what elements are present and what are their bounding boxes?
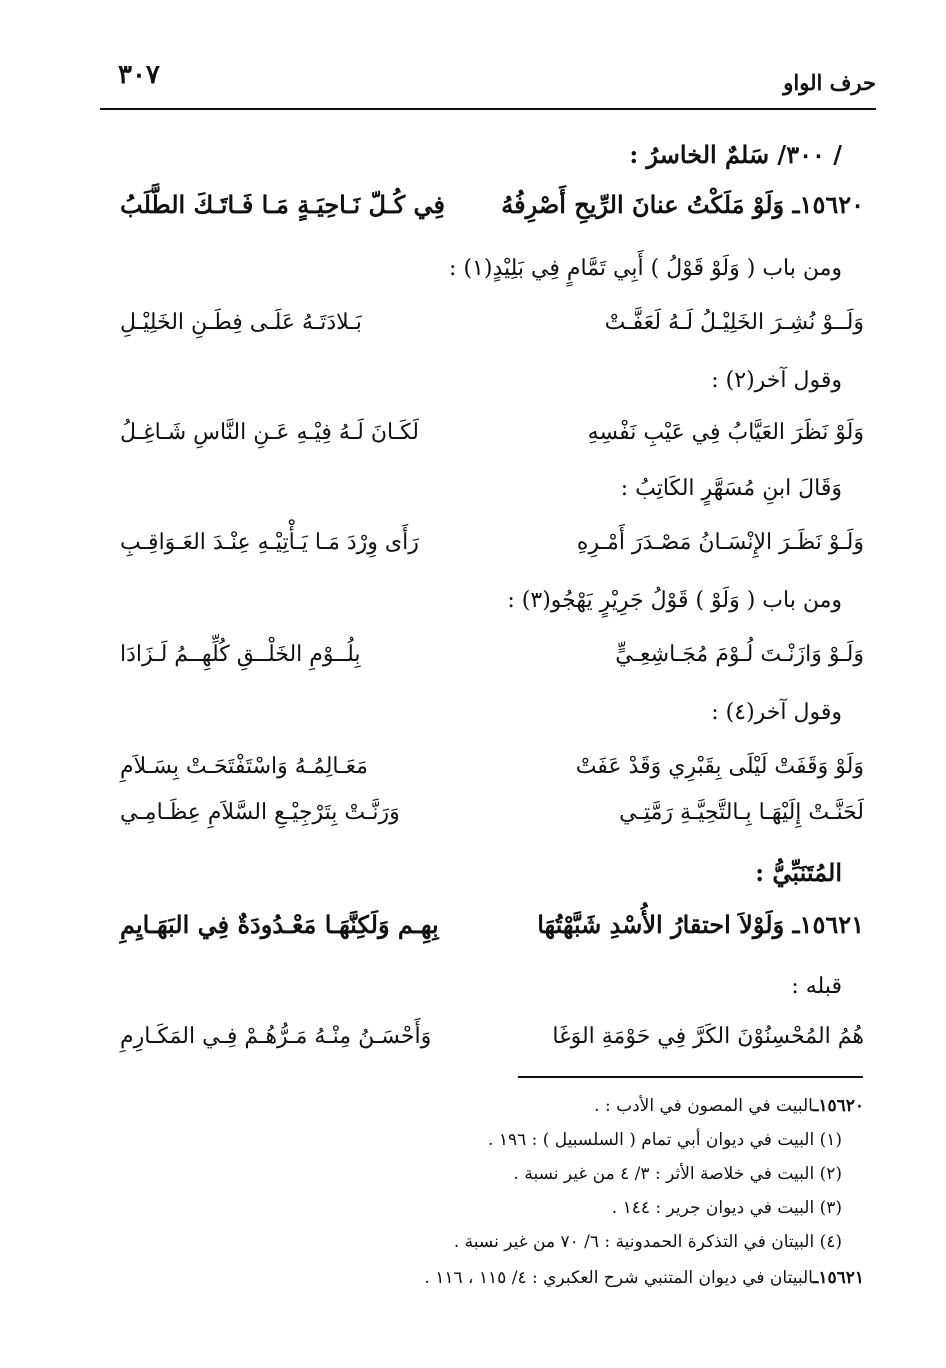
intro-line: وقول آخر(٤) :: [711, 700, 842, 725]
footnote-15621: ١٥٦٢١ـالبيتان في ديوان المتنبي شرح العكبري : ٤/ ١١٥ ، ١١٦ .: [424, 1268, 864, 1288]
intro-line: وَقَالَ ابنِ مُسَهَّرٍ الكَاتِبُ :: [620, 476, 842, 501]
footnote-15620: ١٥٦٢٠ـالبيت في المصون في الأدب : .: [594, 1096, 864, 1116]
page-number: ٣٠٧: [118, 60, 160, 90]
verse-hemistich-second: وَرَنَّـتْ بِتَرْجِيْـعِ السَّلاَمِ عِظَـامِـي: [120, 800, 400, 825]
entry-number: ١٥٦٢٠ـ: [792, 190, 864, 219]
verse-hemistich-second: لَكَـانَ لَـهُ فِيْـهِ عَـنِ النَّاسِ شَـاغِـلُ: [120, 420, 419, 445]
verse-hemistich-second: بِهِـم وَلَكِنَّهَـا مَعْـدُودَةٌ فِي البَهَـايِمِ: [120, 910, 439, 939]
footnote-rule: [518, 1076, 863, 1078]
verse-hemistich-first: لَحَنَّـتْ إِلَيْهَـا بِـالتَّحِيَّـةِ رَمَّتِـي: [619, 800, 864, 825]
verse-hemistich-first: هُمُ المُحْسِنُوْنَ الكَرَّ فِي حَوْمَةِ الوَغَا: [552, 1024, 864, 1049]
verse-hemistich-first: ١٥٦٢١ـ وَلَوْلاَ احتقارُ الأُسْدِ شَبَّهْتُهَا: [537, 910, 864, 939]
verse-hemistich-second: فِي كُـلّ نَـاحِيَـةٍ مَـا فَـاتَـكَ الطَّلَبُ: [120, 190, 446, 219]
footnote-2: (٢) البيت في خلاصة الأثر : ٣/ ٤ من غير نسبة .: [513, 1164, 842, 1184]
verse-hemistich-second: وَأَحْسَـنُ مِنْـهُ مَـرُّهُـمْ فِـي المَكَـارِمِ: [120, 1024, 432, 1049]
verse-hemistich-first: وَلَوْ وَقَفَتْ لَيْلَى بِقَبْرِي وَقَدْ عَفَتْ: [575, 754, 864, 779]
page-header: [100, 56, 876, 114]
entry-number: ١٥٦٢١ـ: [792, 910, 864, 939]
footnote-1: (١) البيت في ديوان أبي تمام ( السلسبيل ) : ١٩٦ .: [488, 1130, 842, 1150]
intro-line: قبله :: [791, 974, 842, 999]
footnote-3: (٣) البيت في ديوان جرير : ١٤٤ .: [611, 1198, 842, 1218]
header-rule: [100, 108, 876, 110]
intro-line: ومن باب ( وَلَوْ قَوْلُ ) أَبِي تَمَّامٍ فِي بَلِيْدٍ(١) :: [449, 256, 842, 281]
verse-hemistich-first: وَلَـوْ نَظَـرَ الإِنْسَـانُ مَصْـدَرَ أَمْـرِهِ: [576, 530, 864, 555]
verse-hemistich-second: مَعَـالِمُـهُ وَاسْتَفْتَحَـتْ بِسَـلاَمِ: [120, 754, 368, 779]
intro-line: المُتَنَبِّيُّ :: [755, 858, 842, 887]
section-title: / ٣٠٠/ سَلمٌ الخاسرُ :: [629, 140, 842, 169]
footnote-4: (٤) البيتان في التذكرة الحمدونية : ٦/ ٧٠ من غير نسبة .: [453, 1232, 842, 1252]
verse-hemistich-first: وَلَــوْ نُشِـرَ الخَلِيْـلُ لَـهُ لَعَفَّـتْ: [604, 310, 864, 335]
verse-hemistich-first: وَلَـوْ وَازَنْـتَ لُـوْمَ مُجَـاشِعِـيٍّ: [615, 642, 864, 667]
verse-hemistich-first: وَلَوْ نَظَرَ العَيَّابُ فِي عَيْبِ نَفْسِهِ: [587, 420, 864, 445]
intro-line: وقول آخر(٢) :: [711, 368, 842, 393]
verse-hemistich-second: رَأَى وِرْدَ مَـا يَـأْتِيْـهِ عِنْـدَ العَـوَاقِـبِ: [120, 530, 419, 555]
intro-line: ومن باب ( وَلَوْ ) قَوْلُ جَرِيْرٍ يَهْجُو(٣) :: [507, 588, 842, 613]
running-head: حرف الواو: [783, 70, 876, 95]
verse-hemistich-first: ١٥٦٢٠ـ وَلَوْ مَلَكْتُ عنانَ الرِّيحِ أَصْرِفُهُ: [501, 190, 864, 219]
verse-hemistich-second: بِلُــوْمِ الخَلْــقِ كُلِّهِــمُ لَـزَادَا: [120, 642, 361, 667]
verse-hemistich-second: بَـلادَتَـهُ عَلَـى فِطَـنِ الخَلِيْـلِ: [120, 310, 362, 335]
